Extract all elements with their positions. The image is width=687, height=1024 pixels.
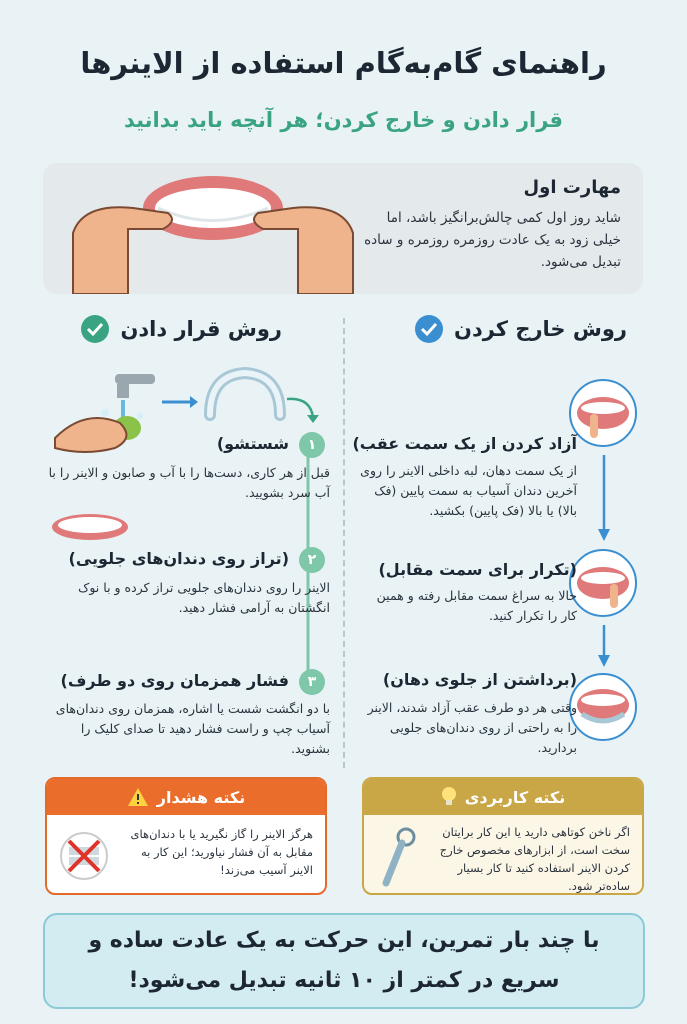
insert-title-text: روش قرار دادن — [120, 317, 282, 341]
washing-hands-illustration — [45, 368, 165, 458]
remove-step-3-text: وقتی هر دو طرف عقب آزاد شدند، الاینر را به راحتی از روی دندان‌های جلویی بردارید. — [367, 700, 577, 755]
mouth-opposite-side-illustration — [568, 548, 638, 618]
footer-text: با چند بار تمرین، این حرکت به یک عادت ساده و سریع در کمتر از ۱۰ ثانیه تبدیل می‌شود! — [88, 928, 600, 993]
tip-text: اگر ناخن کوتاهی دارید یا این کار برایتان سخت است، از ابزارهای مخصوص خارج کردن الاینر استفاده کنید تا کار بسیار ساده‌تر شود. — [439, 825, 630, 893]
intro-card — [43, 163, 643, 294]
tip-card — [362, 777, 644, 895]
column-divider — [343, 318, 345, 768]
remove-step-1-text: از یک سمت دهان، لبه داخلی الاینر را روی آخرین دندان آسیاب به سمت پایین (فک بالا) یا بالا (فک پایین) بکشید. — [360, 463, 577, 518]
remove-step-3-title: (برداشتن از جلوی دهان) — [382, 670, 577, 689]
warning-text: هرگز الاینر را گاز نگیرید یا با دندان‌های مقابل به آن فشار نیاورید؛ این کار به الاینر آسیب می‌زند! — [130, 827, 313, 877]
mouth-front-removal-illustration — [568, 672, 638, 742]
mouth-removal-illustration — [568, 378, 638, 448]
intro-text: شاید روز اول کمی چالش‌برانگیز باشد، اما خیلی زود به یک عادت روزمره روزمره و ساده تبدیل می‌شود. — [364, 210, 621, 270]
footer-banner — [43, 913, 645, 1009]
insert-step-1-title: شستشو) — [216, 434, 289, 453]
step-number-badge: ۳ — [299, 669, 325, 695]
remove-step-2-text: حالا به سراغ سمت مقابل رفته و همین کار را تکرار کنید. — [376, 588, 577, 623]
page-subtitle: قرار دادن و خارج کردن؛ هر آنچه باید بدانید — [123, 108, 564, 132]
hands-holding-aligner-illustration — [43, 163, 363, 294]
tool-icon — [378, 827, 418, 891]
front-teeth-illustration — [50, 512, 130, 542]
insert-step-1-text: قبل از هر کاری، دست‌ها را با آب و صابون و الاینر را با آب سرد بشویید. — [48, 465, 330, 500]
warning-title: نکته هشدار — [156, 787, 246, 807]
warning-card — [45, 777, 327, 895]
tip-header — [364, 779, 642, 815]
intro-title: مهارت اول — [523, 177, 621, 198]
lightbulb-icon — [441, 786, 457, 808]
remove-steps-connector-2 — [596, 625, 612, 670]
page-title: راهنمای گام‌به‌گام استفاده از الاینرها — [80, 46, 607, 80]
insert-step-2-text: الاینر را روی دندان‌های جلویی تراز کرده و با نوک انگشتان به آرامی فشار دهید. — [78, 580, 330, 615]
remove-step-2-title: (تکرار برای سمت مقابل) — [378, 560, 577, 579]
insert-step-3-title: فشار همزمان روی دو طرف) — [60, 671, 289, 690]
warning-triangle-icon — [127, 787, 149, 807]
arrow-icon — [160, 395, 200, 409]
warning-header — [47, 779, 325, 815]
tip-title: نکته کاربردی — [464, 787, 566, 807]
check-icon — [80, 314, 110, 344]
remove-steps-connector-1 — [596, 455, 612, 545]
check-icon — [414, 314, 444, 344]
step-number-badge: ۲ — [299, 547, 325, 573]
arrow-icon — [285, 395, 325, 425]
remove-section-title — [414, 314, 627, 344]
step-number-badge: ۱ — [299, 432, 325, 458]
insert-step-2-title: (تراز روی دندان‌های جلویی) — [68, 549, 289, 568]
remove-title-text: روش خارج کردن — [454, 317, 627, 341]
remove-step-1-title: آزاد کردن از یک سمت عقب) — [352, 434, 577, 453]
insert-section-title — [80, 314, 282, 344]
insert-step-3-text: با دو انگشت شست یا اشاره، همزمان روی دندان‌های آسیاب چپ و راست فشار دهید تا صدای کلیک را بشنوید. — [55, 701, 330, 756]
aligner-tray-illustration — [200, 365, 290, 425]
no-biting-illustration — [59, 831, 109, 881]
